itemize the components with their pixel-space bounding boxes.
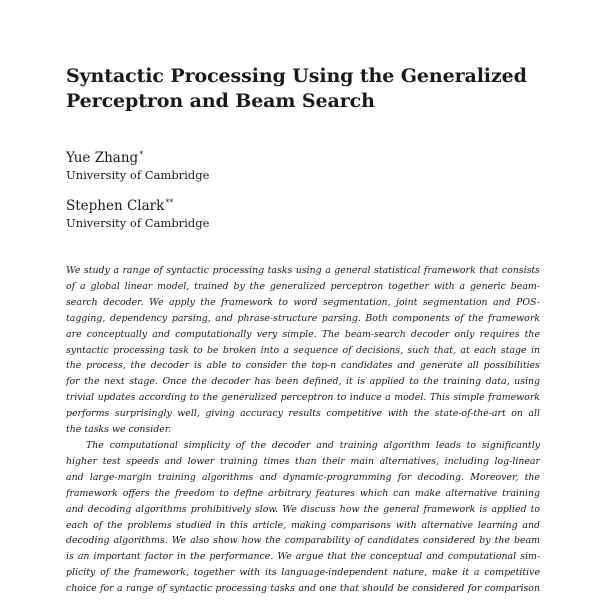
abstract-line: the process, the decoder is able to consider the top-n candidates and generate all possibilities <box>66 360 540 372</box>
abstract-line: each of the problems studied in this article, making comparisons with alternative learning and <box>66 519 540 531</box>
title-line-1: Syntactic Processing Using the Generalized <box>66 65 527 87</box>
abstract-line: trivial updates according to the generalized perceptron to induce a model. This simple framework <box>66 392 540 404</box>
abstract-line: The computational simplicity of the decoder and training algorithm leads to significantly <box>86 439 540 451</box>
abstract-line: of a global linear model, trained by the generalized perceptron together with a generic beam- <box>66 280 540 292</box>
abstract-line: syntactic processing task to be broken into a sequence of decisions, such that, at each stage in <box>66 344 540 356</box>
author-block-1 <box>66 146 209 183</box>
author-block-2 <box>66 194 209 231</box>
abstract-line: tagging, dependency parsing, and phrase-structure parsing. Both components of the framework <box>66 312 540 324</box>
abstract-line: performs surprisingly well, giving accuracy results competitive with the state-of-the-art on all <box>66 408 540 420</box>
abstract-line: and large-margin training algorithms and dynamic-programming for decoding. Moreover, the <box>66 471 540 483</box>
abstract-line: are conceptually and computationally very simple. The beam-search decoder only requires the <box>66 328 540 340</box>
author-name-1 <box>66 146 209 167</box>
author-name-text-1: Yue Zhang <box>66 150 139 166</box>
paper-title <box>66 64 536 114</box>
abstract <box>66 263 540 597</box>
abstract-line: and decoding algorithms prohibitively slow. We discuss how the general framework is applied to <box>66 503 540 515</box>
abstract-line: framework offers the freedom to define arbitrary features which can make alternative training <box>66 487 540 499</box>
abstract-line: higher test speeds and lower training times than their main alternatives, including log-linear <box>66 455 540 467</box>
abstract-line: is an important factor in the performance. We argue that the conceptual and computational sim- <box>66 551 540 563</box>
abstract-line: We study a range of syntactic processing tasks using a general statistical framework that consists <box>66 265 540 276</box>
author-mark-1: * <box>139 150 144 159</box>
author-mark-2: ** <box>165 198 174 207</box>
author-name-text-2: Stephen Clark <box>66 198 165 214</box>
abstract-line: for the next stage. Once the decoder has been defined, it is applied to the training data, using <box>66 376 540 388</box>
author-name-2 <box>66 194 209 215</box>
author-affiliation-2: University of Cambridge <box>66 216 210 230</box>
abstract-line: decoding algorithms. We also show how the comparability of candidates considered by the beam <box>66 535 540 547</box>
author-affiliation-1: University of Cambridge <box>66 168 210 182</box>
abstract-line: choice for a range of syntactic processing tasks and one that should be considered for comparison <box>66 583 540 595</box>
abstract-line: search decoder. We apply the framework to word segmentation, joint segmentation and POS- <box>66 296 540 308</box>
abstract-line: the tasks we consider. <box>66 424 172 436</box>
abstract-line: plicity of the framework, together with its language-independent nature, make it a competitive <box>66 567 540 579</box>
title-line-2: Perceptron and Beam Search <box>66 90 375 112</box>
